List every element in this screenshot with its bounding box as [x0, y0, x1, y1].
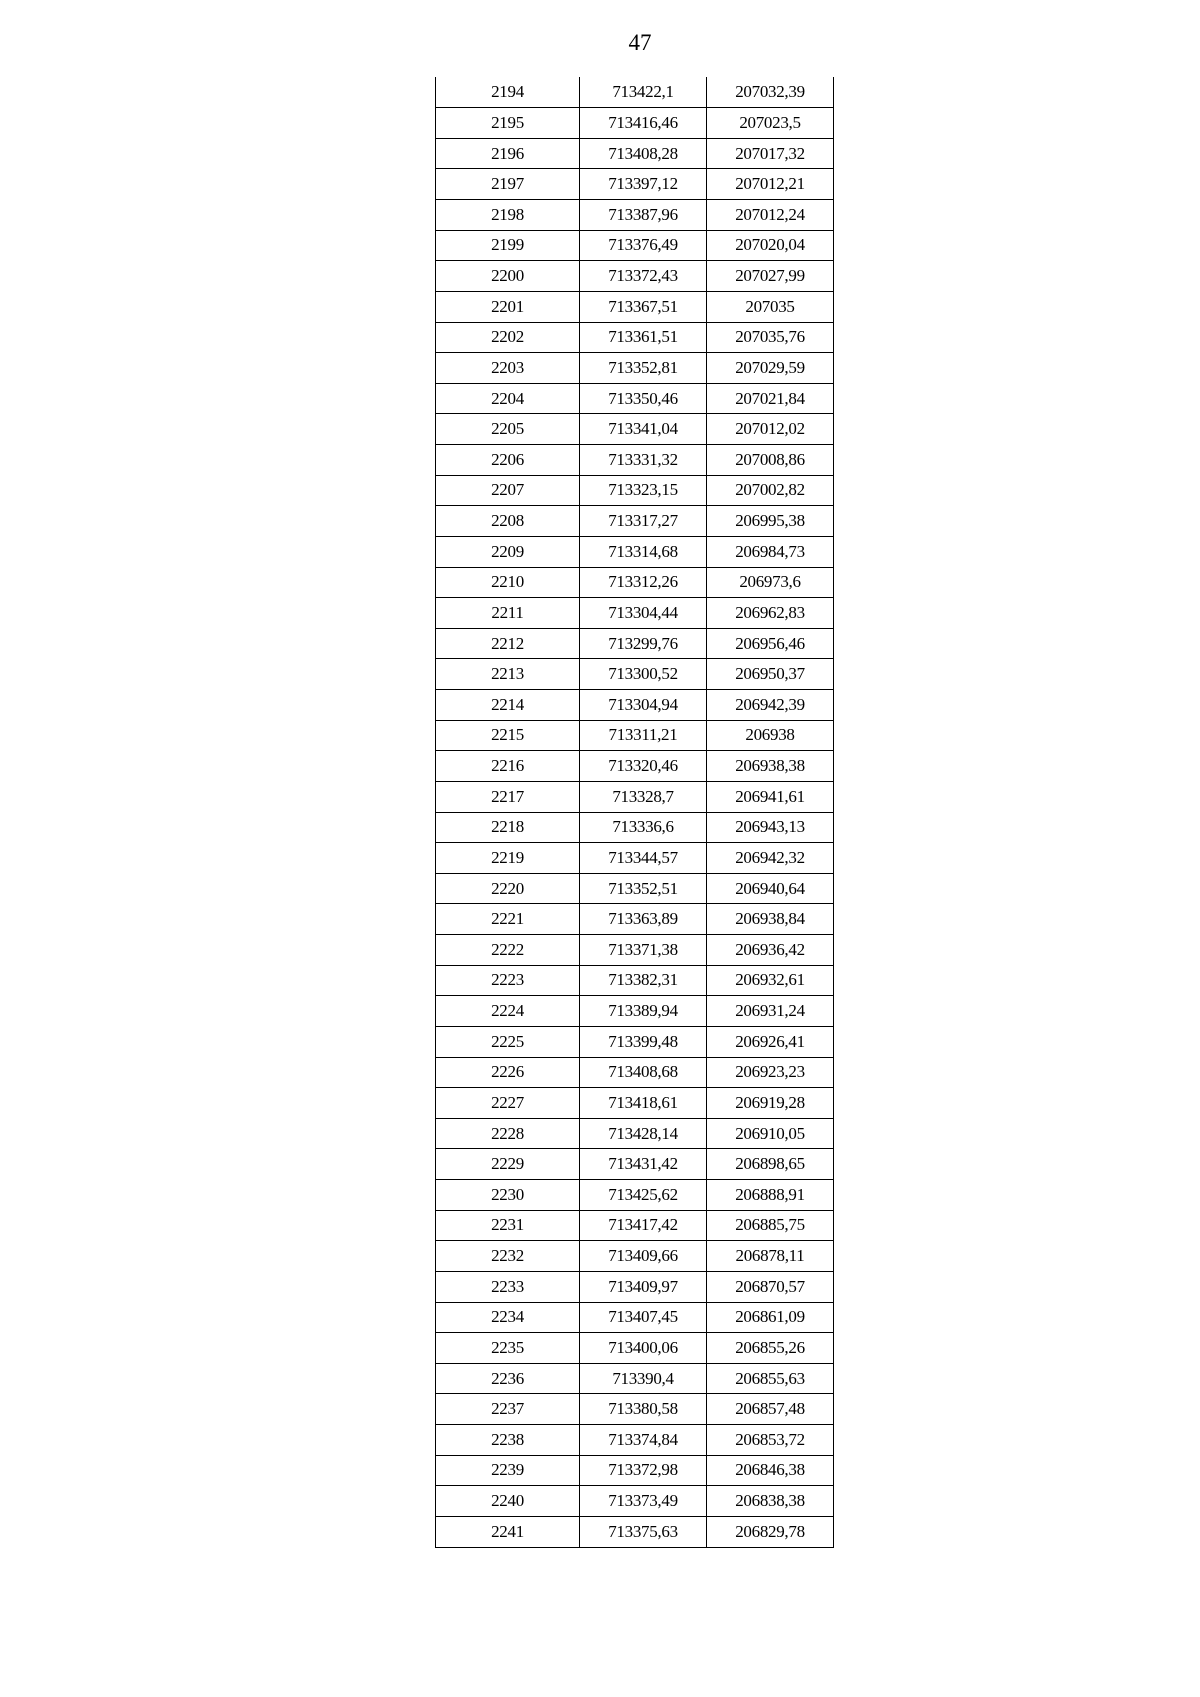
y-coordinate-cell: 206984,73	[707, 536, 834, 567]
table-row	[436, 935, 834, 966]
table-row	[436, 77, 834, 108]
y-coordinate-cell: 206938,84	[707, 904, 834, 935]
x-coordinate-cell: 713350,46	[580, 383, 707, 414]
x-coordinate-cell: 713428,14	[580, 1118, 707, 1149]
point-number-cell: 2199	[436, 230, 580, 261]
x-coordinate-cell: 713352,51	[580, 873, 707, 904]
table-row	[436, 1118, 834, 1149]
x-coordinate-cell: 713311,21	[580, 720, 707, 751]
x-coordinate-cell: 713352,81	[580, 353, 707, 384]
x-coordinate-cell: 713300,52	[580, 659, 707, 690]
x-coordinate-cell: 713320,46	[580, 751, 707, 782]
y-coordinate-cell: 206940,64	[707, 873, 834, 904]
y-coordinate-cell: 206855,26	[707, 1333, 834, 1364]
coordinates-table	[435, 77, 834, 1548]
table-row	[436, 445, 834, 476]
point-number-cell: 2239	[436, 1455, 580, 1486]
y-coordinate-cell: 206857,48	[707, 1394, 834, 1425]
table-row	[436, 1088, 834, 1119]
point-number-cell: 2238	[436, 1425, 580, 1456]
point-number-cell: 2210	[436, 567, 580, 598]
point-number-cell: 2230	[436, 1180, 580, 1211]
point-number-cell: 2196	[436, 138, 580, 169]
point-number-cell: 2225	[436, 1026, 580, 1057]
x-coordinate-cell: 713400,06	[580, 1333, 707, 1364]
point-number-cell: 2217	[436, 781, 580, 812]
table-row	[436, 1241, 834, 1272]
x-coordinate-cell: 713408,28	[580, 138, 707, 169]
table-row	[436, 873, 834, 904]
table-row	[436, 1455, 834, 1486]
table-row	[436, 567, 834, 598]
x-coordinate-cell: 713376,49	[580, 230, 707, 261]
table-row	[436, 996, 834, 1027]
x-coordinate-cell: 713304,44	[580, 598, 707, 629]
y-coordinate-cell: 206936,42	[707, 935, 834, 966]
point-number-cell: 2204	[436, 383, 580, 414]
y-coordinate-cell: 206853,72	[707, 1425, 834, 1456]
y-coordinate-cell: 206962,83	[707, 598, 834, 629]
y-coordinate-cell: 206950,37	[707, 659, 834, 690]
y-coordinate-cell: 206931,24	[707, 996, 834, 1027]
x-coordinate-cell: 713336,6	[580, 812, 707, 843]
point-number-cell: 2207	[436, 475, 580, 506]
y-coordinate-cell: 207012,21	[707, 169, 834, 200]
x-coordinate-cell: 713317,27	[580, 506, 707, 537]
table-row	[436, 1149, 834, 1180]
point-number-cell: 2233	[436, 1271, 580, 1302]
point-number-cell: 2228	[436, 1118, 580, 1149]
table-row	[436, 1271, 834, 1302]
table-row	[436, 1180, 834, 1211]
table-row	[436, 1394, 834, 1425]
point-number-cell: 2223	[436, 965, 580, 996]
y-coordinate-cell: 206855,63	[707, 1363, 834, 1394]
table-row	[436, 751, 834, 782]
point-number-cell: 2198	[436, 200, 580, 231]
point-number-cell: 2234	[436, 1302, 580, 1333]
coordinates-table-body	[436, 77, 834, 1547]
table-row	[436, 690, 834, 721]
table-row	[436, 843, 834, 874]
table-row	[436, 781, 834, 812]
point-number-cell: 2214	[436, 690, 580, 721]
table-row	[436, 1486, 834, 1517]
point-number-cell: 2236	[436, 1363, 580, 1394]
y-coordinate-cell: 206973,6	[707, 567, 834, 598]
y-coordinate-cell: 206885,75	[707, 1210, 834, 1241]
table-row	[436, 138, 834, 169]
y-coordinate-cell: 206838,38	[707, 1486, 834, 1517]
table-row	[436, 1425, 834, 1456]
x-coordinate-cell: 713331,32	[580, 445, 707, 476]
x-coordinate-cell: 713344,57	[580, 843, 707, 874]
y-coordinate-cell: 206829,78	[707, 1516, 834, 1547]
x-coordinate-cell: 713367,51	[580, 291, 707, 322]
x-coordinate-cell: 713422,1	[580, 77, 707, 108]
x-coordinate-cell: 713409,66	[580, 1241, 707, 1272]
point-number-cell: 2220	[436, 873, 580, 904]
table-row	[436, 598, 834, 629]
table-row	[436, 322, 834, 353]
y-coordinate-cell: 206919,28	[707, 1088, 834, 1119]
point-number-cell: 2200	[436, 261, 580, 292]
page-number: 47	[628, 30, 652, 55]
y-coordinate-cell: 206995,38	[707, 506, 834, 537]
y-coordinate-cell: 206870,57	[707, 1271, 834, 1302]
table-row	[436, 291, 834, 322]
y-coordinate-cell: 207020,04	[707, 230, 834, 261]
table-row	[436, 1210, 834, 1241]
y-coordinate-cell: 206932,61	[707, 965, 834, 996]
point-number-cell: 2218	[436, 812, 580, 843]
table-row	[436, 1333, 834, 1364]
table-row	[436, 414, 834, 445]
table-row	[436, 353, 834, 384]
x-coordinate-cell: 713417,42	[580, 1210, 707, 1241]
y-coordinate-cell: 206878,11	[707, 1241, 834, 1272]
y-coordinate-cell: 206846,38	[707, 1455, 834, 1486]
y-coordinate-cell: 206926,41	[707, 1026, 834, 1057]
table-row	[436, 383, 834, 414]
x-coordinate-cell: 713399,48	[580, 1026, 707, 1057]
x-coordinate-cell: 713425,62	[580, 1180, 707, 1211]
x-coordinate-cell: 713389,94	[580, 996, 707, 1027]
table-row	[436, 506, 834, 537]
table-row	[436, 108, 834, 139]
y-coordinate-cell: 207012,02	[707, 414, 834, 445]
table-row	[436, 659, 834, 690]
x-coordinate-cell: 713341,04	[580, 414, 707, 445]
y-coordinate-cell: 207035,76	[707, 322, 834, 353]
table-row	[436, 1302, 834, 1333]
x-coordinate-cell: 713416,46	[580, 108, 707, 139]
x-coordinate-cell: 713409,97	[580, 1271, 707, 1302]
table-row	[436, 536, 834, 567]
point-number-cell: 2206	[436, 445, 580, 476]
table-row	[436, 720, 834, 751]
x-coordinate-cell: 713390,4	[580, 1363, 707, 1394]
table-row	[436, 475, 834, 506]
x-coordinate-cell: 713323,15	[580, 475, 707, 506]
point-number-cell: 2213	[436, 659, 580, 690]
y-coordinate-cell: 207027,99	[707, 261, 834, 292]
y-coordinate-cell: 207012,24	[707, 200, 834, 231]
table-row	[436, 1516, 834, 1547]
table-row	[436, 169, 834, 200]
x-coordinate-cell: 713382,31	[580, 965, 707, 996]
point-number-cell: 2215	[436, 720, 580, 751]
y-coordinate-cell: 207029,59	[707, 353, 834, 384]
x-coordinate-cell: 713380,58	[580, 1394, 707, 1425]
x-coordinate-cell: 713371,38	[580, 935, 707, 966]
point-number-cell: 2194	[436, 77, 580, 108]
table-row	[436, 965, 834, 996]
point-number-cell: 2227	[436, 1088, 580, 1119]
point-number-cell: 2221	[436, 904, 580, 935]
x-coordinate-cell: 713372,43	[580, 261, 707, 292]
y-coordinate-cell: 206941,61	[707, 781, 834, 812]
point-number-cell: 2237	[436, 1394, 580, 1425]
x-coordinate-cell: 713397,12	[580, 169, 707, 200]
point-number-cell: 2222	[436, 935, 580, 966]
x-coordinate-cell: 713304,94	[580, 690, 707, 721]
x-coordinate-cell: 713374,84	[580, 1425, 707, 1456]
y-coordinate-cell: 207023,5	[707, 108, 834, 139]
table-row	[436, 1026, 834, 1057]
x-coordinate-cell: 713361,51	[580, 322, 707, 353]
y-coordinate-cell: 207008,86	[707, 445, 834, 476]
point-number-cell: 2205	[436, 414, 580, 445]
y-coordinate-cell: 206861,09	[707, 1302, 834, 1333]
point-number-cell: 2216	[436, 751, 580, 782]
y-coordinate-cell: 206923,23	[707, 1057, 834, 1088]
y-coordinate-cell: 207002,82	[707, 475, 834, 506]
point-number-cell: 2197	[436, 169, 580, 200]
table-row	[436, 230, 834, 261]
x-coordinate-cell: 713418,61	[580, 1088, 707, 1119]
y-coordinate-cell: 207017,32	[707, 138, 834, 169]
table-row	[436, 200, 834, 231]
x-coordinate-cell: 713407,45	[580, 1302, 707, 1333]
point-number-cell: 2195	[436, 108, 580, 139]
x-coordinate-cell: 713372,98	[580, 1455, 707, 1486]
x-coordinate-cell: 713408,68	[580, 1057, 707, 1088]
point-number-cell: 2224	[436, 996, 580, 1027]
table-row	[436, 628, 834, 659]
point-number-cell: 2231	[436, 1210, 580, 1241]
point-number-cell: 2241	[436, 1516, 580, 1547]
point-number-cell: 2203	[436, 353, 580, 384]
y-coordinate-cell: 207021,84	[707, 383, 834, 414]
y-coordinate-cell: 207035	[707, 291, 834, 322]
point-number-cell: 2240	[436, 1486, 580, 1517]
x-coordinate-cell: 713328,7	[580, 781, 707, 812]
y-coordinate-cell: 206956,46	[707, 628, 834, 659]
y-coordinate-cell: 206942,39	[707, 690, 834, 721]
table-row	[436, 1363, 834, 1394]
y-coordinate-cell: 206910,05	[707, 1118, 834, 1149]
y-coordinate-cell: 206888,91	[707, 1180, 834, 1211]
point-number-cell: 2226	[436, 1057, 580, 1088]
y-coordinate-cell: 206938,38	[707, 751, 834, 782]
point-number-cell: 2209	[436, 536, 580, 567]
table-row	[436, 812, 834, 843]
table-row	[436, 1057, 834, 1088]
y-coordinate-cell: 206942,32	[707, 843, 834, 874]
point-number-cell: 2202	[436, 322, 580, 353]
point-number-cell: 2229	[436, 1149, 580, 1180]
x-coordinate-cell: 713314,68	[580, 536, 707, 567]
x-coordinate-cell: 713299,76	[580, 628, 707, 659]
y-coordinate-cell: 206938	[707, 720, 834, 751]
point-number-cell: 2201	[436, 291, 580, 322]
x-coordinate-cell: 713387,96	[580, 200, 707, 231]
point-number-cell: 2212	[436, 628, 580, 659]
point-number-cell: 2208	[436, 506, 580, 537]
y-coordinate-cell: 206898,65	[707, 1149, 834, 1180]
point-number-cell: 2232	[436, 1241, 580, 1272]
x-coordinate-cell: 713373,49	[580, 1486, 707, 1517]
y-coordinate-cell: 206943,13	[707, 812, 834, 843]
point-number-cell: 2219	[436, 843, 580, 874]
table-row	[436, 261, 834, 292]
point-number-cell: 2235	[436, 1333, 580, 1364]
x-coordinate-cell: 713375,63	[580, 1516, 707, 1547]
point-number-cell: 2211	[436, 598, 580, 629]
x-coordinate-cell: 713312,26	[580, 567, 707, 598]
x-coordinate-cell: 713431,42	[580, 1149, 707, 1180]
x-coordinate-cell: 713363,89	[580, 904, 707, 935]
table-row	[436, 904, 834, 935]
y-coordinate-cell: 207032,39	[707, 77, 834, 108]
